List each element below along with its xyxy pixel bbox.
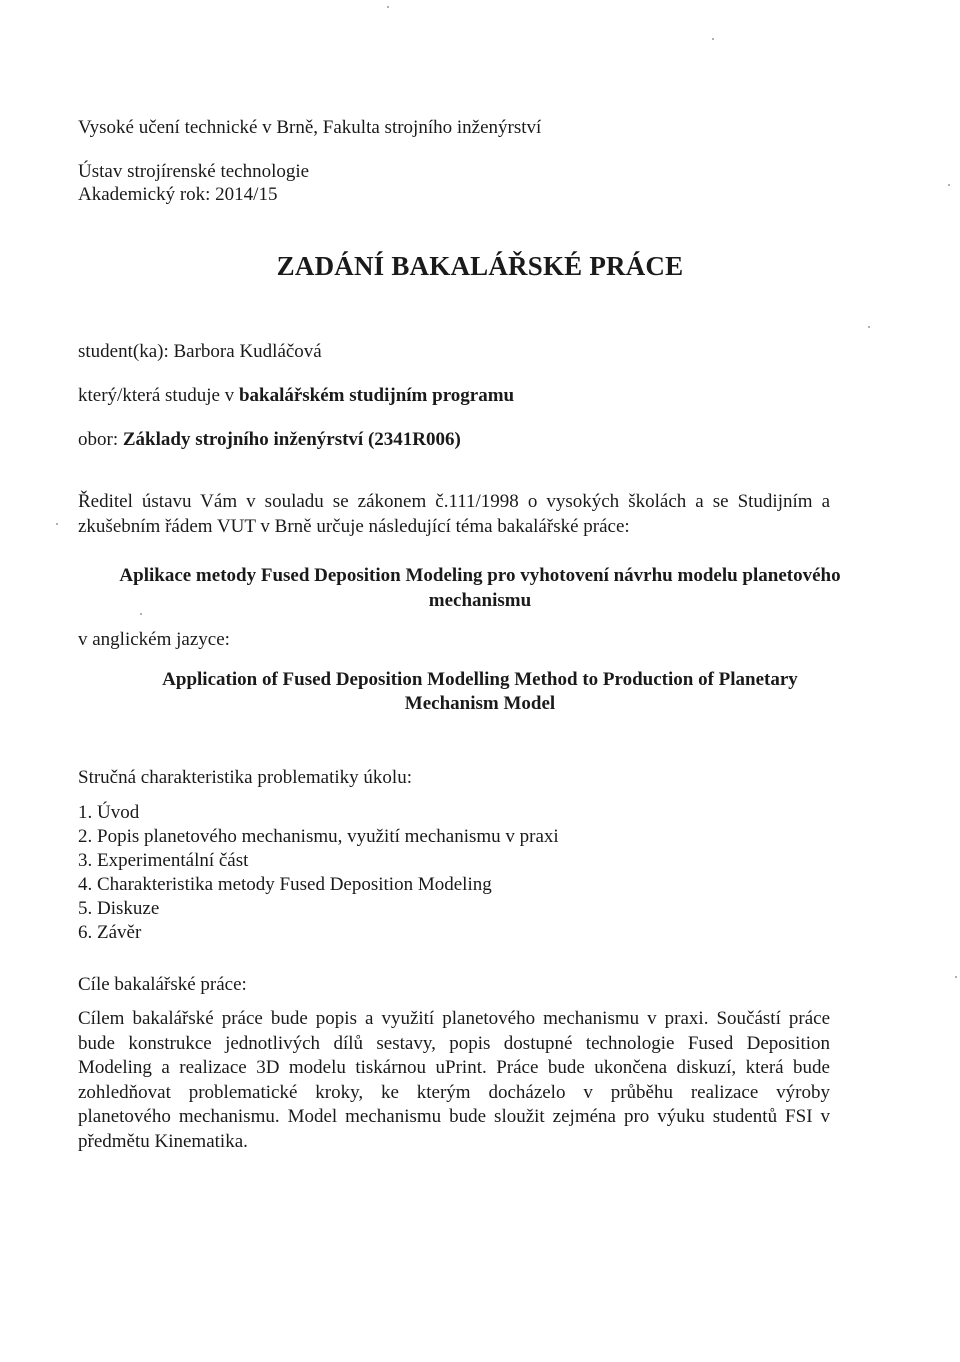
goals-line: Modeling a realizace 3D modelu tiskárnou uPrint. Práce bude ukončena diskuzí, která bude bbox=[78, 1057, 830, 1078]
english-label: v anglickém jazyce: bbox=[78, 629, 230, 650]
topic-en-line-1: Application of Fused Deposition Modelling Method to Production of Planetary bbox=[162, 669, 798, 690]
goals-line: bude konstrukce jednotlivých dílů sestavy, popis dostupné technologie Fused Deposition bbox=[78, 1032, 830, 1054]
list-item: 1. Úvod bbox=[78, 802, 140, 823]
scan-speck bbox=[948, 184, 950, 186]
scan-speck bbox=[387, 6, 389, 8]
goals-line: planetového mechanismu. Model mechanismu bude sloužit zejména pro výuku studentů FSI v bbox=[78, 1106, 830, 1127]
characteristics-heading: Stručná charakteristika problematiky úkolu: bbox=[78, 767, 412, 788]
list-item: 2. Popis planetového mechanismu, využití mechanismu v praxi bbox=[78, 826, 559, 847]
list-item: 4. Charakteristika metody Fused Deposition Modeling bbox=[78, 874, 492, 895]
scan-speck bbox=[56, 523, 58, 525]
institute-line: Ústav strojírenské technologie bbox=[78, 161, 310, 182]
goals-heading: Cíle bakalářské práce: bbox=[78, 974, 247, 995]
list-item: 3. Experimentální část bbox=[78, 850, 249, 871]
scan-speck bbox=[868, 326, 870, 328]
topic-cz-line-2: mechanismu bbox=[428, 590, 532, 611]
topic-en-line-2: Mechanism Model bbox=[404, 693, 556, 714]
scan-speck bbox=[712, 38, 714, 40]
program-line bbox=[78, 384, 514, 408]
student-line: student(ka): Barbora Kudláčová bbox=[78, 341, 322, 362]
scan-speck bbox=[955, 976, 957, 978]
program-name: bakalářském studijním programu bbox=[238, 385, 515, 406]
field-line bbox=[78, 428, 461, 452]
program-prefix: který/která studuje v bbox=[78, 385, 239, 406]
list-item: 6. Závěr bbox=[78, 922, 142, 943]
goals-line: Cílem bakalářské práce bude popis a využití planetového mechanismu v praxi. Součástí práce bbox=[78, 1008, 830, 1029]
academic-year-line: Akademický rok: 2014/15 bbox=[78, 184, 278, 205]
director-line-2: zkušebním řádem VUT v Brně určuje následující téma bakalářské práce: bbox=[78, 515, 630, 537]
director-paragraph bbox=[78, 490, 830, 539]
goals-line: zohledňovat problematické kroky, ke kterým docházelo v průběhu realizace výroby bbox=[78, 1081, 830, 1103]
scan-speck bbox=[140, 613, 142, 615]
characteristics-list bbox=[78, 801, 559, 945]
director-line-1: Ředitel ústavu Vám v souladu se zákonem č.111/1998 o vysokých školách a se Studijním a bbox=[78, 491, 830, 512]
field-name: Základy strojního inženýrství (2341R006) bbox=[122, 429, 461, 450]
goals-line: předmětu Kinematika. bbox=[78, 1130, 248, 1152]
document-title: ZADÁNÍ BAKALÁŘSKÉ PRÁCE bbox=[276, 251, 684, 281]
topic-cz-line-1: Aplikace metody Fused Deposition Modeling pro vyhotovení návrhu modelu planetového bbox=[119, 565, 841, 586]
goals-paragraph bbox=[78, 1007, 830, 1154]
university-line: Vysoké učení technické v Brně, Fakulta strojního inženýrství bbox=[78, 117, 542, 138]
field-prefix: obor: bbox=[78, 429, 123, 450]
list-item: 5. Diskuze bbox=[78, 898, 160, 919]
